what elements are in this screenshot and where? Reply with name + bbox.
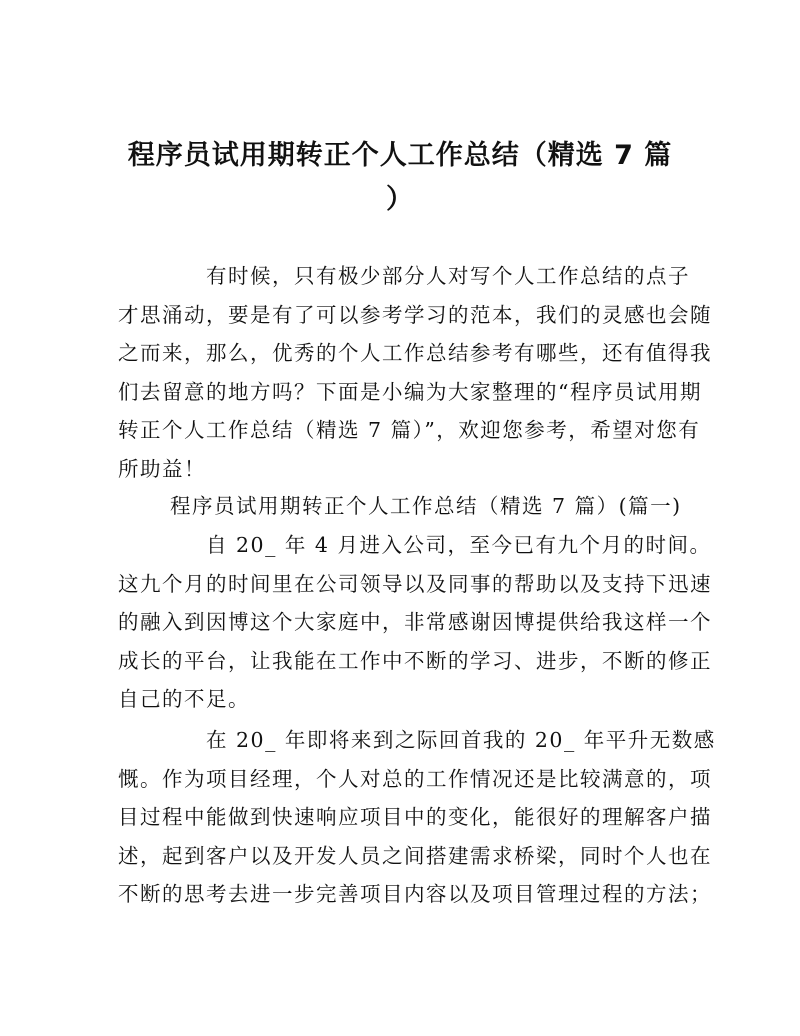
paragraph-2 xyxy=(118,721,716,914)
paragraph-line: 目过程中能做到快速响应项目中的变化，能很好的理解客户描 xyxy=(118,805,712,830)
intro-line: 有时候，只有极少部分人对写个人工作总结的点子 xyxy=(206,264,690,288)
intro-line: 之而来，那么，优秀的个人工作总结参考有哪些，还有值得我 xyxy=(118,341,712,366)
paragraph-line: 自 20_ 年 4 月进入公司，至今已有九个月的时间。 xyxy=(206,533,712,557)
section-heading-text: 程序员试用期转正个人工作总结（精选 7 篇）(篇一) xyxy=(170,494,682,518)
intro-paragraph xyxy=(118,257,712,489)
document-title xyxy=(110,134,690,222)
intro-line: 们去留意的地方吗？下面是小编为大家整理的“程序员试用期 xyxy=(118,379,702,404)
title-line-2: ） xyxy=(386,184,414,215)
paragraph-line: 述，起到客户以及开发人员之间搭建需求桥梁，同时个人也在 xyxy=(118,843,712,868)
intro-line: 所助益！ xyxy=(118,456,206,481)
paragraph-1 xyxy=(118,526,712,719)
intro-line: 转正个人工作总结（精选 7 篇）”，欢迎您参考，希望对您有 xyxy=(118,418,701,443)
section-heading xyxy=(118,487,688,526)
intro-line: 才思涌动，要是有了可以参考学习的范本，我们的灵感也会随 xyxy=(118,302,712,327)
paragraph-line: 成长的平台，让我能在工作中不断的学习、进步，不断的修正 xyxy=(118,648,712,673)
title-line-1: 程序员试用期转正个人工作总结（精选 7 篇 xyxy=(127,140,673,171)
paragraph-line: 慨。作为项目经理，个人对总的工作情况还是比较满意的，项 xyxy=(118,766,712,791)
paragraph-line: 这九个月的时间里在公司领导以及同事的帮助以及支持下迅速 xyxy=(118,571,712,596)
paragraph-line: 的融入到因博这个大家庭中，非常感谢因博提供给我这样一个 xyxy=(118,610,712,635)
paragraph-line: 在 20_ 年即将来到之际回首我的 20_ 年平升无数感 xyxy=(206,728,716,752)
paragraph-line: 不断的思考去进一步完善项目内容以及项目管理过程的方法； xyxy=(118,882,712,907)
paragraph-line: 自己的不足。 xyxy=(118,687,250,712)
